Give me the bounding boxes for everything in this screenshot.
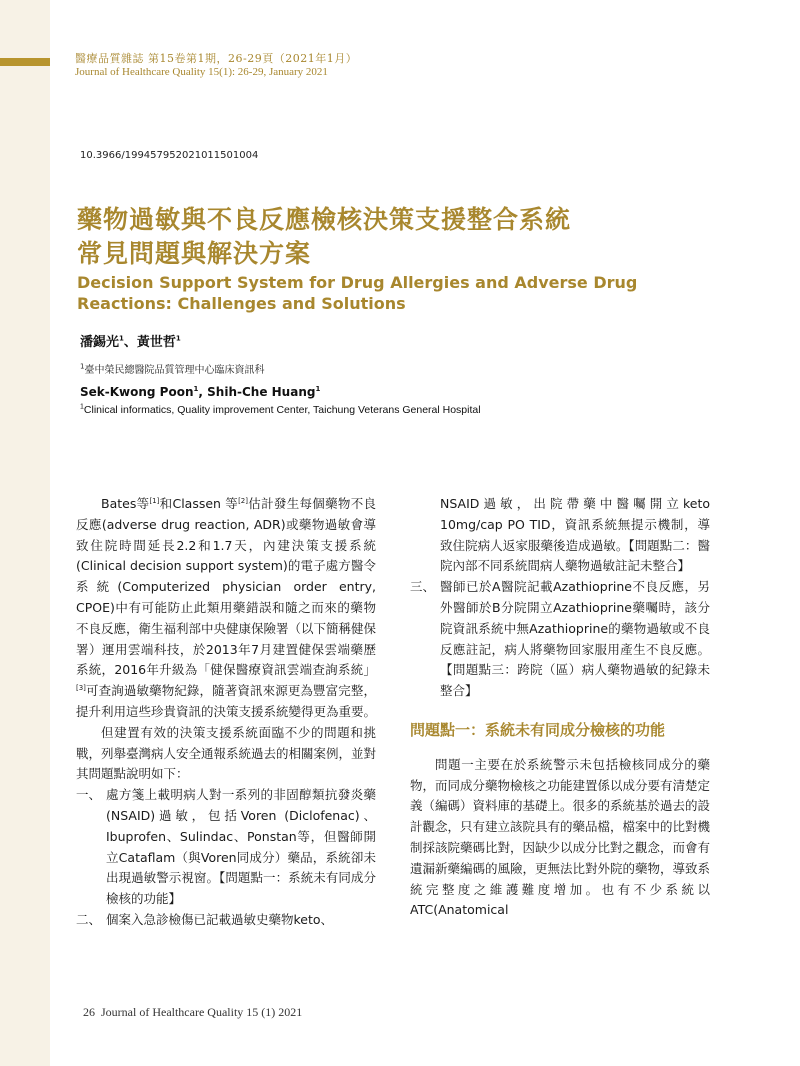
side-band bbox=[0, 0, 50, 1066]
list-item-2-continued: NSAID過敏，出院帶藥中醫囑開立keto 10mg/cap PO TID，資訊系統無提示機制，導致住院病人返家服藥後造成過敏。【問題點二：醫院內部不同系統間病人藥物過敏註記未整合】 bbox=[440, 496, 710, 574]
journal-header-en: Journal of Healthcare Quality 15(1): 26-29, January 2021 bbox=[75, 66, 328, 78]
header-accent-bar bbox=[0, 58, 50, 66]
title-cn-line2: 常見問題與解決方案 bbox=[77, 239, 312, 268]
title-en: Decision Support System for Drug Allergies and Adverse Drug Reactions: Challenges and Solutions bbox=[77, 273, 638, 313]
author-en-1-sup: 1 bbox=[193, 385, 199, 393]
author-cn-2: 黃世哲 bbox=[136, 335, 176, 350]
list-item-2 bbox=[76, 910, 376, 931]
intro-text-b: 和Classen 等 bbox=[159, 496, 239, 511]
author-cn-1: 潘錫光 bbox=[80, 335, 120, 350]
author-en-2: Shih-Che Huang bbox=[207, 385, 316, 399]
title-cn-line1: 藥物過敏與不良反應檢核決策支援整合系統 bbox=[77, 205, 572, 234]
affiliation-en-sup: 1 bbox=[80, 403, 84, 411]
authors-cn bbox=[80, 331, 181, 350]
body-column-left bbox=[76, 494, 376, 931]
page-number: 26 bbox=[83, 1005, 95, 1019]
list-item-1 bbox=[76, 785, 376, 910]
paragraph-intro bbox=[76, 494, 376, 723]
list-item-3 bbox=[410, 577, 710, 702]
title-cn bbox=[77, 203, 717, 271]
paragraph-problem-one: 問題一主要在於系統警示未包括檢核同成分的藥物，而同成分藥物檢核之功能建置係以成分要有清楚定義（編碼）資料庫的基礎上。很多的系統基於過去的設計觀念，只有建立該院具有的藥品檔，檔案中的比對機制採該院藥碼比對，因缺少以成分比對之觀念，而會有遺漏新藥編碼的風險，更無法比對外院的藥物，導致系統完整度之維護難度增加。也有不少系統以ATC(Anatomical bbox=[410, 756, 711, 918]
author-en-separator: , bbox=[198, 385, 208, 399]
list-item-1-text: 處方箋上載明病人對一系列的非固醇類抗發炎藥(NSAID)過敏，包括Voren (Diclofenac)、Ibuprofen、Sulindac、Ponstan等，但醫師開立Cataflam（與Voren同成分）藥品，系統卻未出現過敏警示視窗。【問題點一：系統未有同成分檢核的功能】 bbox=[106, 787, 376, 907]
author-cn-separator: 、 bbox=[123, 335, 137, 350]
affiliation-cn-text: 臺中榮民總醫院品質管理中心臨床資訊科 bbox=[84, 365, 265, 376]
journal-header-cn: 醫療品質雜誌 第15卷第1期，26-29頁（2021年1月） bbox=[75, 52, 358, 65]
author-en-2-sup: 1 bbox=[315, 385, 321, 393]
citation-1: [1] bbox=[149, 496, 160, 505]
body-column-right bbox=[410, 494, 710, 921]
list-item-1-number: 一、 bbox=[76, 787, 102, 803]
list-item-3-number: 三、 bbox=[410, 579, 436, 595]
affiliation-en-text: Clinical informatics, Quality improvement Center, Taichung Veterans General Hospital bbox=[83, 404, 481, 416]
footer-journal: Journal of Healthcare Quality 15 (1) 2021 bbox=[101, 1005, 303, 1019]
doi: 10.3966/199457952021011501004 bbox=[80, 150, 259, 161]
author-en-1: Sek-Kwong Poon bbox=[80, 385, 194, 399]
affiliation-en bbox=[80, 404, 481, 416]
citation-2: [2] bbox=[238, 496, 248, 505]
author-cn-1-sup: 1 bbox=[119, 334, 124, 343]
intro-text-d: 可查詢過敏藥物紀錄，隨著資訊來源更為豐富完整，提升利用這些珍貴資訊的決策支援系統變得更為重要。 bbox=[76, 683, 377, 719]
intro-text-a: Bates等 bbox=[101, 496, 150, 511]
citation-3: [3] bbox=[76, 684, 86, 693]
list-item-2-number: 二、 bbox=[76, 911, 102, 927]
intro-text-c: 估計發生每個藥物不良反應(adverse drug reaction, ADR)或藥物過敏會導致住院時間延長2.2和1.7天，內建決策支援系統(Clinical decision support system)的電子處方醫令系統(Computerized physician order entry, CPOE)中有可能防止此類用藥錯誤和隨之而來的藥物不良反應，衛生福利部中央健康保險署（以下簡稱健保署）運用雲端科技，於2013年7月建置健保雲端藥歷系統，2016年升級為「健保醫療資訊雲端查詢系統」 bbox=[76, 496, 377, 678]
affiliation-cn bbox=[80, 361, 264, 376]
list-item-2-text: 個案入急診檢傷已記載過敏史藥物keto、 bbox=[106, 911, 334, 927]
author-cn-2-sup: 1 bbox=[175, 334, 181, 343]
paragraph-challenges: 但建置有效的決策支援系統面臨不少的問題和挑戰，列舉臺灣病人安全通報系統過去的相關案例，並對其問題點說明如下： bbox=[76, 724, 377, 782]
authors-en bbox=[80, 385, 320, 399]
page-footer bbox=[83, 1005, 302, 1020]
affiliation-cn-sup: 1 bbox=[80, 362, 85, 371]
section-heading: 問題點一：系統未有同成分檢核的功能 bbox=[410, 720, 666, 739]
list-item-3-text: 醫師已於A醫院記載Azathioprine不良反應，另外醫師於B分院開立Azathioprine藥囑時，該分院資訊系統中無Azathioprine的藥物過敏或不良反應註記，病人將藥物回家服用產生不良反應。【問題點三：跨院（區）病人藥物過敏的紀錄未整合】 bbox=[440, 579, 710, 699]
